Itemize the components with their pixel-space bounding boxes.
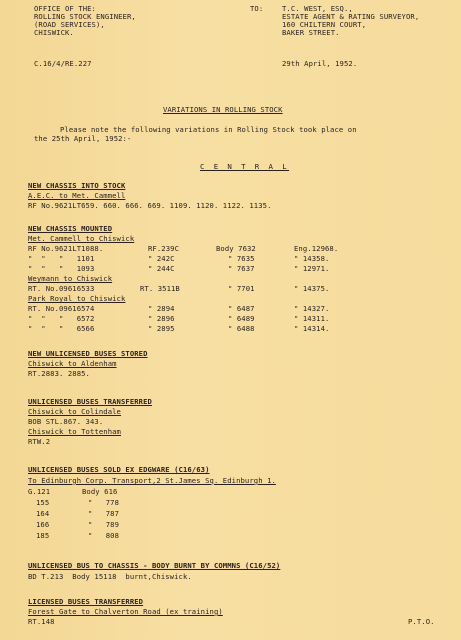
to-line-3: 160 CHILTERN COURT,	[282, 20, 367, 29]
unlic-transferred-sub-1: Chiswick to Colindale	[28, 407, 121, 416]
to-line-2: ESTATE AGENT & RATING SURVEYOR,	[282, 12, 420, 21]
stored-sub: Chiswick to Aldenham	[28, 359, 117, 368]
sold-head-a: G.121	[28, 487, 51, 496]
park-row-1a: RT. No.09616574	[28, 304, 95, 313]
division-heading: C E N T R A L	[200, 162, 290, 171]
sold-row-3b: " 789	[88, 520, 119, 529]
park-row-3b: " 2895	[148, 324, 175, 333]
stored-heading: NEW UNLICENSED BUSES STORED	[28, 349, 148, 358]
from-line-2: ROLLING STOCK ENGINEER,	[34, 12, 136, 21]
mounted-row-2b: " 242C	[148, 254, 175, 263]
weymann-row-c: " 7701	[228, 284, 255, 293]
mounted-sub-1: Met. Cammell to Chiswick	[28, 234, 135, 243]
sold-row-3a: 166	[36, 520, 50, 529]
park-row-2d: " 14311.	[294, 314, 330, 323]
to-label: TO:	[250, 4, 264, 13]
unlic-transferred-line-2: RTW.2	[28, 437, 51, 446]
sold-row-2b: " 787	[88, 509, 119, 518]
sold-row-4a: 185	[36, 531, 50, 540]
mounted-sub-2: Weymann to Chiswick	[28, 274, 113, 283]
burnt-heading: UNLICENSED BUS TO CHASSIS - BODY BURNT BY COMMNS (C16/52)	[28, 561, 281, 570]
mounted-row-3c: " 7637	[228, 264, 255, 273]
mounted-row-3d: " 12971.	[294, 264, 330, 273]
lic-transferred-sub: Forest Gate to Chalverton Road (ex training)	[28, 607, 223, 616]
from-line-4: CHISWICK.	[34, 28, 74, 37]
park-row-2a: " " " 6572	[28, 314, 95, 323]
mounted-row-1d: Eng.12968.	[294, 244, 339, 253]
park-row-1d: " 14327.	[294, 304, 330, 313]
unlic-transferred-sub-2: Chiswick to Tottenham	[28, 427, 121, 436]
mounted-row-1c: Body 7632	[216, 244, 256, 253]
park-row-3c: " 6488	[228, 324, 255, 333]
pto-note: P.T.O.	[408, 617, 435, 626]
stored-line: RT.2883. 2885.	[28, 369, 90, 378]
mounted-heading: NEW CHASSIS MOUNTED	[28, 224, 113, 233]
lic-transferred-line: RT.148	[28, 617, 55, 626]
to-line-4: BAKER STREET.	[282, 28, 340, 37]
sold-heading: UNLICENSED BUSES SOLD EX EDGWARE (C16/63)	[28, 465, 210, 474]
park-row-3d: " 14314.	[294, 324, 330, 333]
new-chassis-heading: NEW CHASSIS INTO STOCK	[28, 181, 126, 190]
from-line-1: OFFICE OF THE:	[34, 4, 96, 13]
mounted-row-2c: " 7635	[228, 254, 255, 263]
intro-line-2: the 25th April, 1952:-	[34, 134, 132, 143]
mounted-row-2a: " " " 1101	[28, 254, 95, 263]
new-chassis-line: RF No.9621LT659. 660. 666. 669. 1109. 1120. 1122. 1135.	[28, 201, 272, 210]
unlic-transferred-line-1: BOB STL.867. 343.	[28, 417, 104, 426]
park-row-1b: " 2894	[148, 304, 175, 313]
sold-row-1a: 155	[36, 498, 50, 507]
date: 29th April, 1952.	[282, 59, 358, 68]
reference: C.16/4/RE.227	[34, 59, 92, 68]
from-line-3: (ROAD SERVICES),	[34, 20, 105, 29]
park-row-2c: " 6489	[228, 314, 255, 323]
lic-transferred-heading: LICENSED BUSES TRANSFERRED	[28, 597, 144, 606]
mounted-row-2d: " 14358.	[294, 254, 330, 263]
park-row-2b: " 2896	[148, 314, 175, 323]
mounted-sub-3: Park Royal to Chiswick	[28, 294, 126, 303]
weymann-row-b: RT. 3511B	[140, 284, 180, 293]
mounted-row-3b: " 244C	[148, 264, 175, 273]
sold-row-4b: " 808	[88, 531, 119, 540]
weymann-row-a: RT. No.09616533	[28, 284, 95, 293]
sold-row-1b: " 778	[88, 498, 119, 507]
new-chassis-sub: A.E.C. to Met. Cammell	[28, 191, 126, 200]
weymann-row-d: " 14375.	[294, 284, 330, 293]
mounted-row-1a: RF No.9621LT1088.	[28, 244, 104, 253]
sold-sub: To Edinburgh Corp. Transport,2 St.James Sq. Edinburgh 1.	[28, 476, 276, 485]
unlic-transferred-heading: UNLICENSED BUSES TRANSFERRED	[28, 397, 152, 406]
to-line-1: T.C. WEST, ESQ.,	[282, 4, 353, 13]
mounted-row-3a: " " " 1093	[28, 264, 95, 273]
park-row-1c: " 6487	[228, 304, 255, 313]
sold-head-b: Body 616	[82, 487, 118, 496]
burnt-line: BD T.213 Body 15118 burnt,Chiswick.	[28, 572, 192, 581]
page-title: VARIATIONS IN ROLLING STOCK	[163, 105, 283, 114]
intro-line-1: Please note the following variations in Rolling Stock took place on	[60, 125, 357, 134]
mounted-row-1b: RF.239C	[148, 244, 179, 253]
sold-row-2a: 164	[36, 509, 50, 518]
park-row-3a: " " " 6566	[28, 324, 95, 333]
